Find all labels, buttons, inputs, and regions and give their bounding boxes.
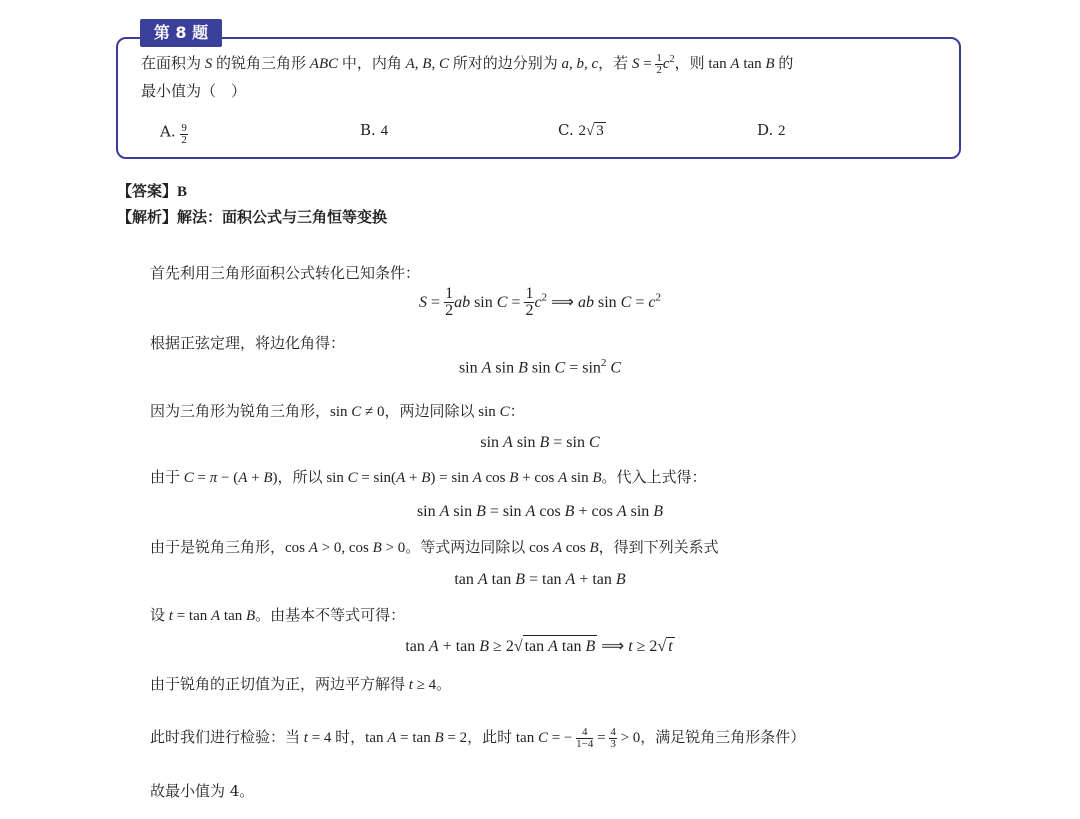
step-4: 由于 C = π − (A + B)，所以 sin C = sin(A + B) = sin A cos B + cos A sin B。代入上式得： [150, 468, 707, 486]
eq-5: tan A tan B = tan A + tan B [454, 571, 626, 588]
step-1: 首先利用三角形面积公式转化已知条件： [150, 264, 421, 282]
option-b: B. 4 [360, 121, 389, 139]
eq-3: sin A sin B = sin C [480, 434, 600, 451]
eq-1: S = $\frac{1}{2}$ ab sin C = $\frac{1}{2}$ $c^2$ ⟹ ab $\sin C = c^2$ [419, 285, 661, 319]
problem-badge: 第 8 题 [140, 19, 222, 47]
problem-line-1: 在面积为 S 的锐角三角形 ABC 中，内角 A, B, C 所对的边分别为 a, b, c，若 S = $\frac{1}{2}$ $c^2$，则 tan A tan B 的 [141, 51, 794, 76]
step-8: 此时我们进行检验：当 t = 4 时，tan A = tan B = 2，此时 tan C = − $\frac{4}{1-4}$ = $\frac{4}{3}$ > 0，满足锐角三角形条件） [150, 725, 806, 750]
step-5: 由于是锐角三角形，cos A > 0, cos B > 0。等式两边同除以 cos A cos B，得到下列关系式 [150, 538, 719, 556]
eq-6: tan A + tan B ≥ 2√ tan A tan B ⟹ t ≥ 2√ t [0, 636, 1080, 656]
option-d: D. 2 [757, 121, 786, 139]
answer-line: 【答案】B [117, 182, 188, 200]
step-6: 设 t = tan A tan B。由基本不等式可得： [150, 606, 406, 624]
analysis-line: 【解析】解法：面积公式与三角恒等变换 [117, 208, 388, 226]
option-a: A. $\frac{9}{2}$ [160, 122, 187, 146]
eq-4: sin A sin B = sin A cos B + cos A sin B [416, 503, 664, 520]
step-7: 由于锐角的正切值为正，两边平方解得 t ≥ 4。 [150, 675, 452, 693]
option-c: C. 2√ 3 [558, 121, 604, 139]
step-2: 根据正弦定理，将边化角得： [150, 334, 346, 352]
eq-2: sin A sin B $\sin C = \sin^2 C$ [458, 357, 622, 377]
problem-line-2: 最小值为（ ） [141, 82, 247, 100]
step-3: 因为三角形为锐角三角形，sin C ≠ 0，两边同除以 sin C： [150, 402, 525, 420]
step-9: 故最小值为 4。 [150, 782, 255, 800]
